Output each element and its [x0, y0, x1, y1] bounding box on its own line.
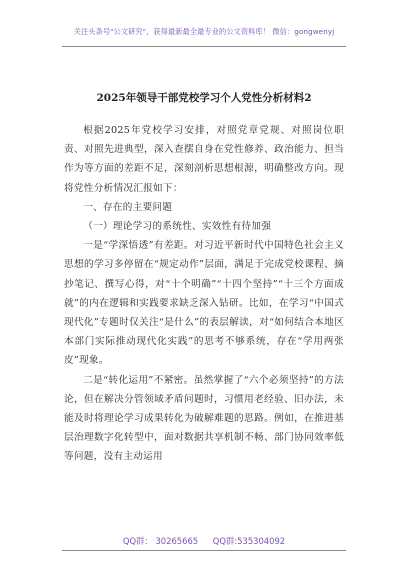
header-divider	[62, 46, 346, 47]
footer-qq-group-1: QQ群： 30265665	[122, 536, 199, 546]
section-heading: 一、存在的主要问题	[83, 201, 173, 213]
footer-divider	[62, 550, 346, 551]
body-paragraph: 一是“学深悟透”有差距。对习近平新时代中国特色社会主义思想的学习多停留在“规定动作”层面，满足于完成党校课程、摘抄笔记、撰写心得，对“十个明确”“十四个坚持”“十三个方面成就”的内在逻辑和实践要求缺乏深入钻研。比如，在学习“中国式现代化”专题时仅关注“是什么”的表层解读，对“如何结合本地区本部门实际推动现代化实践”的思考不够系统，存在“学用两张皮”现象。	[64, 240, 344, 367]
footer-qq-group-2: QQ群:535304092	[212, 536, 286, 546]
body-paragraph: 二是“转化运用”不紧密。虽然掌握了“六个必须坚持”的方法论，但在解决分管领域矛盾问题时，习惯用老经验、旧办法，未能及时将理论学习成果转化为破解难题的思路。例如，在推进基层治理数字化转型中，面对数据共享机制不畅、部门协同效率低等问题，没有主动运用	[64, 374, 344, 463]
intro-paragraph: 根据2025年党校学习安排，对照党章党规、对照岗位职责、对照先进典型，深入查摆自身在党性修养、政治能力、担当作为等方面的差距不足，深刻剖析思想根源，明确整改方向。现将党性分析情况汇报如下：	[64, 125, 344, 194]
document-body	[64, 121, 344, 467]
footer-contact	[0, 535, 408, 547]
header-banner: 关注头条号"公文研究"，获得最新最全最专业的公文资料库！ 微信：gongwenyj	[73, 27, 335, 36]
subsection-heading: （一）理论学习的系统性、实效性有待加强	[83, 221, 272, 233]
document-title: 2025年领导干部党校学习个人党性分析材料2	[96, 92, 312, 104]
